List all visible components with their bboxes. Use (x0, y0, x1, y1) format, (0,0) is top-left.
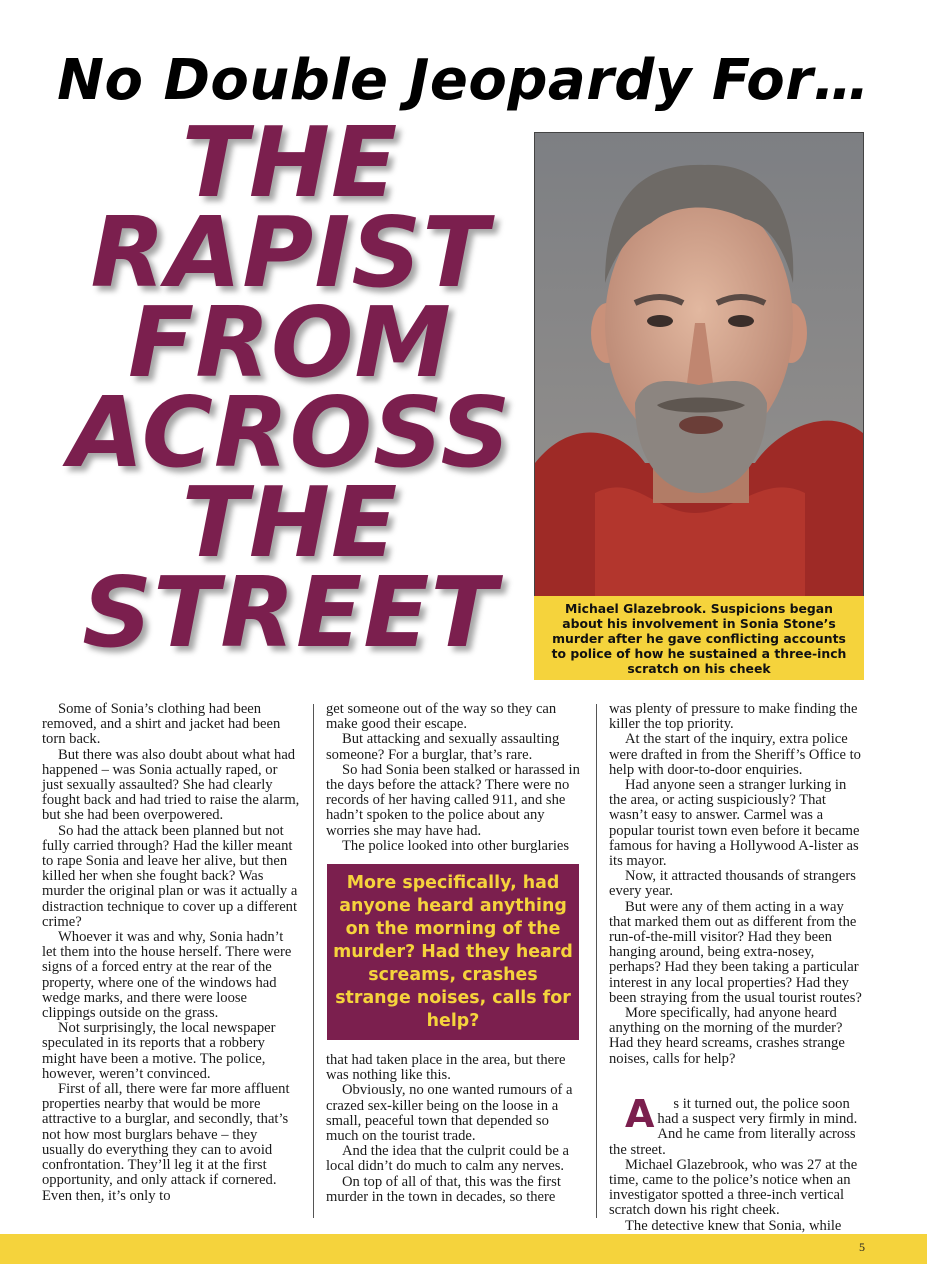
headline (40, 106, 540, 669)
column-divider (313, 704, 314, 1218)
paragraph: On top of all of that, this was the first murder in the town in decades, so there (326, 1173, 561, 1205)
paragraph: More specifically, had anyone heard anything on the morning of the murder? Had they heard screams, crashes strange noises, calls for help? (609, 1005, 845, 1067)
article-column-3-section (609, 1092, 867, 1234)
footer-bar (0, 1234, 927, 1264)
paragraph: So had the attack been planned but not fully carried through? Had the killer meant to rape Sonia and leave her alive, but then killed her when she fought back? Was murder the original plan or was it actually a distraction technique to cover up a different crime? (42, 822, 298, 930)
paragraph: So had Sonia been stalked or harassed in the days before the attack? There were no records of her having called 911, and she hadn’t spoken to the police about any worries she may have had. (326, 761, 580, 839)
paragraph: Now, it attracted thousands of strangers every year. (609, 868, 856, 900)
article-column-2-continued (326, 1053, 584, 1205)
page-number: 5 (859, 1240, 865, 1254)
paragraph: And the idea that the culprit could be a local didn’t do much to calm any nerves. (326, 1143, 569, 1175)
column-divider (596, 704, 597, 1218)
photo-caption: Michael Glazebrook. Suspicions began about his involvement in Sonia Stone’s murder after he gave conflicting accounts to police of how he sustained a three-inch scratch on his cheek (534, 596, 864, 680)
headline-line: FROM (128, 286, 452, 399)
paragraph: But there was also doubt about what had happened – was Sonia actually raped, or just sexually assaulted? She had clearly fought back and had tried to raise the alarm, but she had been overpowered. (42, 746, 300, 824)
paragraph: was plenty of pressure to make finding the killer the top priority. (609, 701, 858, 733)
article-column-1 (42, 702, 300, 1222)
paragraph: Had anyone seen a stranger lurking in the area, or acting suspiciously? That wasn’t easy to answer. Carmel was a popular tourist town even before it became famous for having a Hollywood A-lister as its mayor. (609, 777, 860, 870)
paragraph (609, 1092, 867, 1158)
headline-line: THE (181, 106, 399, 219)
headline-line: STREET (82, 556, 498, 669)
mugshot-photo (534, 132, 864, 598)
paragraph: But were any of them acting in a way that marked them out as different from the run-of-the-mill visitor? Had they been hanging around, being extra-nosey, perhaps? Had they been taking a particular interest in any local properties? Had they been straying from the usual tourist routes? (609, 898, 862, 1006)
pull-quote: More specifically, had anyone heard anything on the morning of the murder? Had they heard screams, crashes strange noises, calls for help? (327, 864, 579, 1040)
paragraph: But attacking and sexually assaulting someone? For a burglar, that’s rare. (326, 731, 560, 763)
paragraph: Whoever it was and why, Sonia hadn’t let them into the house herself. There were signs of a forced entry at the rear of the property, where one of the windows had wedge marks, and there were loose clippings outside on the grass. (42, 929, 292, 1022)
paragraph: Not surprisingly, the local newspaper speculated in its reports that a robbery might have been a motive. The police, however, weren’t convinced. (42, 1020, 276, 1082)
paragraph: get someone out of the way so they can make good their escape. (326, 701, 557, 733)
headline-line: THE (181, 466, 399, 579)
paragraph: First of all, there were far more affluent properties nearby that would be more attractive to a burglar, and secondly, that’s not how most burglars behave – they usually do everything they can to avoid confrontation. They’ll leg it at the first opportunity, and only attack if cornered. Even then, it’s only to (42, 1081, 290, 1204)
headline-line: RAPIST (90, 196, 490, 309)
paragraph: The police looked into other burglaries (342, 837, 570, 854)
mugshot-illustration (535, 133, 863, 597)
drop-cap: A (625, 1092, 655, 1136)
headline-line: ACROSS (68, 376, 512, 489)
paragraph: The detective knew that Sonia, while (625, 1217, 842, 1234)
paragraph: Obviously, no one wanted rumours of a crazed sex-killer being on the loose in a small, peaceful town that depended so much on the tourist trade. (326, 1082, 573, 1145)
paragraph: that had taken place in the area, but there was nothing like this. (326, 1052, 566, 1084)
paragraph-text: s it turned out, the police soon had a suspect very firmly in mind. And he came from literally across the street. (609, 1096, 858, 1158)
paragraph: At the start of the inquiry, extra police were drafted in from the Sheriff’s Office to help with door-to-door enquiries. (609, 731, 861, 778)
kicker-title: No Double Jeopardy For… (57, 48, 870, 113)
paragraph: Michael Glazebrook, who was 27 at the time, came to the police’s notice when an investigator spotted a three-inch vertical scratch down his right cheek. (609, 1156, 858, 1219)
paragraph: Some of Sonia’s clothing had been removed, and a shirt and jacket had been torn back. (42, 701, 281, 748)
